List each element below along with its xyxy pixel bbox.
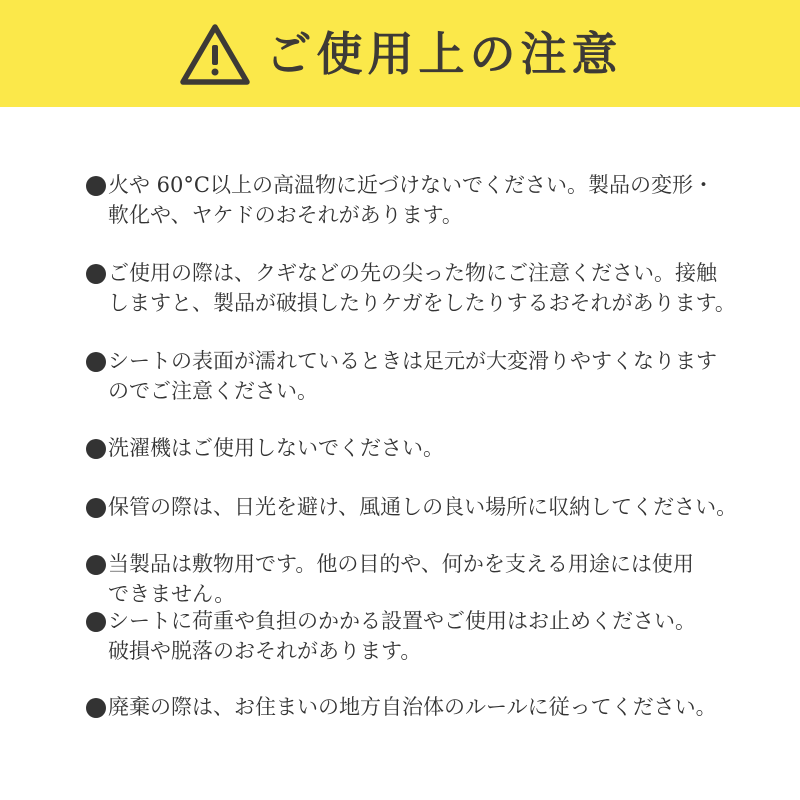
note-line: できません。 xyxy=(108,582,236,606)
note-line: 軟化や、ヤケドのおそれがあります。 xyxy=(108,203,463,227)
note-text xyxy=(108,170,714,230)
note-item-sharp-objects xyxy=(86,258,776,318)
note-line: シートに荷重や負担のかかる設置やご使用はお止めください。 xyxy=(108,609,696,633)
page-title: ご使用上の注意 xyxy=(265,26,623,81)
note-item-washing-machine xyxy=(86,433,776,463)
bullet-icon xyxy=(86,698,106,718)
note-item-high-temperature xyxy=(86,170,776,230)
note-text xyxy=(108,692,717,722)
bullet-icon xyxy=(86,498,106,518)
bullet-icon xyxy=(86,439,106,459)
bullet-icon xyxy=(86,352,106,372)
bullet-icon xyxy=(86,612,106,632)
note-line: しますと、製品が破損したりケガをしたりするおそれがあります。 xyxy=(108,291,736,315)
note-line: 洗濯機はご使用しないでください。 xyxy=(108,436,444,460)
note-line: 廃棄の際は、お住まいの地方自治体のルールに従ってください。 xyxy=(108,695,717,719)
note-line: 火や 60°C以上の高温物に近づけないでください。製品の変形・ xyxy=(108,173,714,197)
note-text xyxy=(108,346,717,406)
note-item-load xyxy=(86,606,776,666)
note-line: シートの表面が濡れているときは足元が大変滑りやすくなります xyxy=(108,349,717,373)
note-line: 破損や脱落のおそれがあります。 xyxy=(108,639,422,663)
note-text xyxy=(108,549,694,609)
note-text xyxy=(108,258,736,318)
bullet-icon xyxy=(86,264,106,284)
note-item-disposal xyxy=(86,692,776,722)
note-text xyxy=(108,606,696,666)
note-text xyxy=(108,433,444,463)
bullet-icon xyxy=(86,555,106,575)
note-line: 当製品は敷物用です。他の目的や、何かを支える用途には使用 xyxy=(108,552,694,576)
note-line: のでご注意ください。 xyxy=(108,379,318,403)
note-item-storage xyxy=(86,492,776,522)
note-text xyxy=(108,492,737,522)
note-item-intended-use xyxy=(86,549,776,609)
note-line: 保管の際は、日光を避け、風通しの良い場所に収納してください。 xyxy=(108,495,738,519)
bullet-icon xyxy=(86,176,106,196)
warning-icon xyxy=(178,21,252,87)
header-content xyxy=(178,21,623,87)
note-item-wet-surface xyxy=(86,346,776,406)
note-line: ご使用の際は、クギなどの先の尖った物にご注意ください。接触 xyxy=(108,261,717,285)
header-banner xyxy=(0,0,800,107)
